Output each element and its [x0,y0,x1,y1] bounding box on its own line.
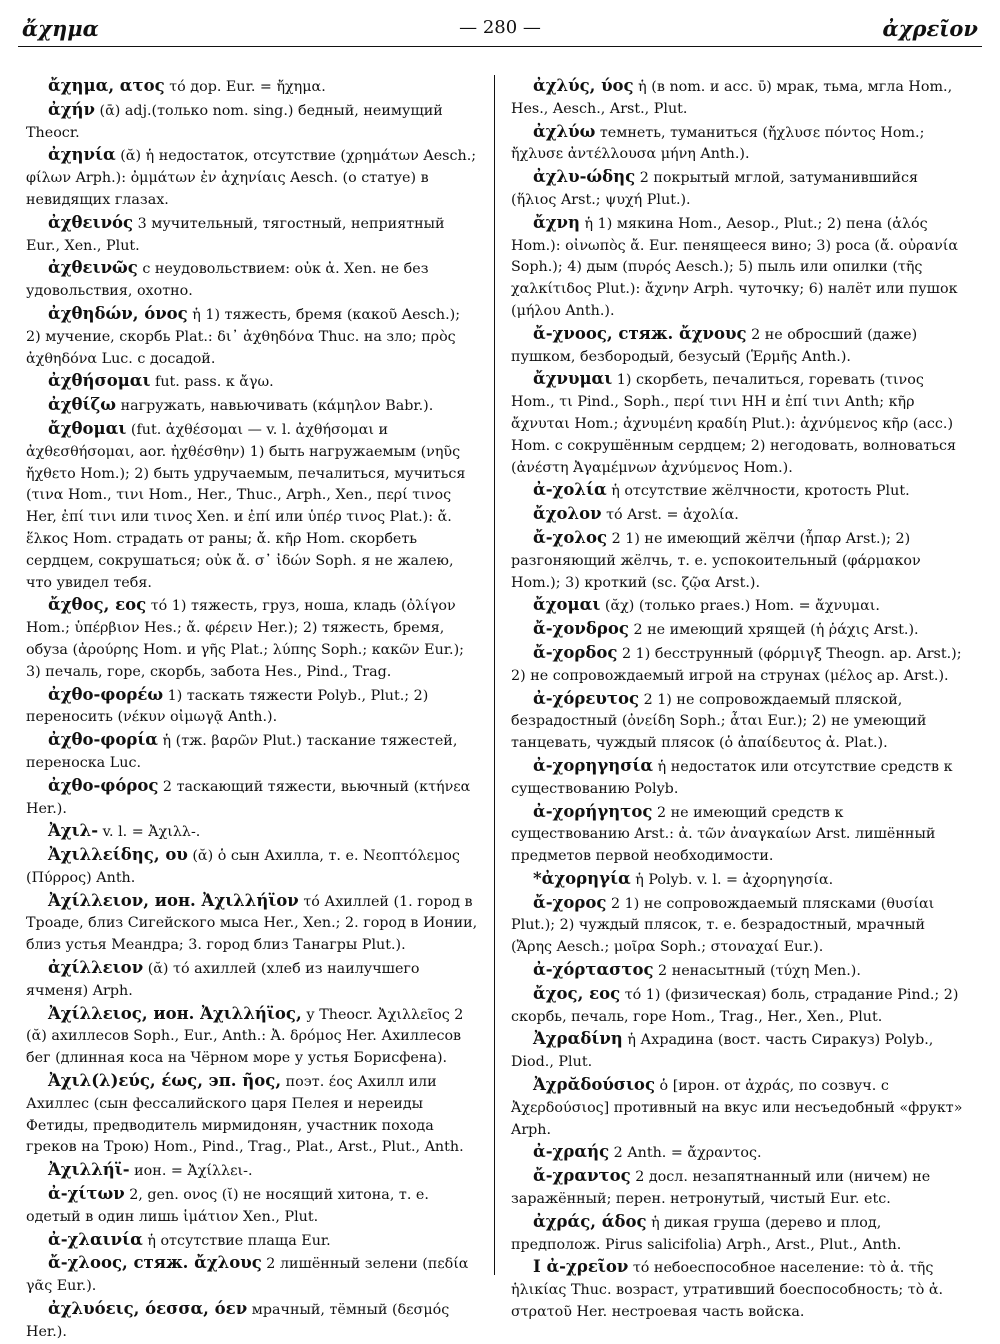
entry-headword: ἀχθο-φόρος [48,775,159,795]
entry-definition: 2 1) бесструнный (φόρμιγξ Theogn. ap. Arst.); 2) не сопровождаемый игрой на струнах (μέλος ap. Arst.). [511,645,962,684]
entry-definition: темнеть, туманиться (ἤχλυσε πόντος Hom.; ἤχλυσε ἀντέλλουσα μήνη Anth.). [511,124,925,163]
dictionary-entry [26,775,478,821]
dictionary-entry [511,801,963,868]
dictionary-entry [511,594,963,618]
dictionary-entry [26,1229,478,1253]
entry-headword: ἀχήν [48,99,95,119]
entry-headword: ἀ-χόρευτος [533,688,640,708]
entry-definition: 2 не обросший (даже) пушком, безбородый, безусый (Ἑρμῆς Anth.). [511,326,918,365]
entry-headword: ἀχθήσομαι [48,371,151,391]
entry-headword: Ἀχιλλείδης, ου [48,845,188,865]
entry-headword: Ἀχραδίνη [533,1029,623,1049]
entry-definition: с неудовольствием: οὐκ ἀ. Xen. не без удовольствия, охотно. [26,261,429,300]
dictionary-entry [26,99,478,145]
entry-definition: у Theocr. Ἀχιλλεῖος 2 (ᾰ) ахиллесов Soph., Eur., Anth.: Ἀ. δρόμος Her. Ахиллесов бег (длинная коса на Чёрном море у устья Борисфена). [26,1006,464,1067]
entry-definition: 2 не имеющий средств к существованию Arst.: ἀ. τῶν ἀναγκαίων Arst. лишённый предметов первой необходимости. [511,804,936,865]
entry-headword: Ἀχίλλειος, ион. Ἀχιλλήϊος, [48,1003,302,1023]
entry-definition: 2 1) не сопровождаемый пляской, безрадостный (ὀνείδη Soph.; ἆται Eur.); 2) не умеющий танцевать, чуждый плясок (ὁ ἀπαίδευτος ἀ. Plat.). [511,691,927,752]
entry-headword: ἀχθίζω [48,395,117,415]
dictionary-entry [511,121,963,167]
entry-headword: ἄχθομαι [48,418,127,438]
dictionary-entry [511,1165,963,1211]
entry-headword: Ἀχιλ(λ)εύς, έως, эп. ῆος, [48,1071,282,1091]
columns [18,75,982,1344]
entry-definition: (fut. ἀχθέσομαι — v. l. ἀχθήσομαι и ἀχθεσθήσομαι, aor. ἠχθέσθην) 1) быть нагружаемым (νηῦς ἤχθετο Hom.); 2) быть удручаемым, печалиться, мучиться (τινα Hom., τινι Hom., Her., Thuc., Arph., Xen., περί τινος Her, ἐπί τινι или τινος Xen. и ἐπί или ὑπέρ τινος Plat.): ἄ. ἕλκος Hom. страдать от раны; ἄ. κῆρ Hom. скорбеть сердцем, сокрушаться; οὐκ ἄ. σ᾽ ἰδών Soph. я не жалею, что увидел тебя. [26,421,466,591]
dictionary-entry [511,166,963,212]
entry-definition: нагружать, навьючивать (κάμηλον Babr.). [120,398,434,415]
dictionary-entry [26,75,478,99]
dictionary-entry [511,892,963,959]
dictionary-entry [26,394,478,418]
entry-definition: τό Ахиллей (1. город в Троаде, близ Сигейского мыса Her., Xen.; 2. город в Ионии, близ устья Меандра; 3. город близ Танагры Plut.). [26,893,478,954]
entry-definition: v. l. = Ἀχιλλ-. [102,824,201,841]
entry-definition: ион. = Ἀχίλλει-. [134,1163,253,1180]
entry-headword: ἀχίλλειον [48,958,144,978]
dictionary-entry [511,503,963,527]
entry-definition: 2 покрытый мглой, затуманившийся (ἥλιος Arst.; ψυχή Plut.). [511,170,919,208]
dictionary-entry [511,1211,963,1257]
dictionary-entry [26,844,478,890]
entry-definition: 2, gen. ονος (ῐ) не носящий хитона, т. е. одетый в один лишь ἱμάτιον Xen., Plut. [26,1187,429,1225]
entry-headword: ἄχος, εος [533,983,621,1003]
dictionary-entry [26,370,478,394]
entry-headword: ἀ-χραής [533,1142,610,1162]
entry-headword: Ἀχρᾰδούσιος [533,1075,655,1095]
dictionary-entry [26,1252,478,1298]
column-divider [494,75,495,1275]
dictionary-entry [26,1070,478,1159]
dictionary-entry [511,642,963,688]
entry-definition: ὁ [ирон. от ἀχράς, по созвуч. с Ἀχερδούσιος] противный на вкус или несъедобный «фрукт» Arph. [511,1078,963,1138]
entry-definition: 2 лишённый зелени (πεδία γᾶς Eur.). [26,1256,469,1295]
dictionary-entry [511,75,963,121]
entry-definition: 2 досл. незапятнанный или (ничем) не заражённый; перен. нетронутый, чистый Eur. etc. [511,1169,931,1208]
entry-definition: 2 таскающий тяжести, вьючный (κτήνεα Her.). [26,778,471,817]
entry-definition: поэт. έος Ахилл или Ахиллес (сын фессалийского царя Пелея и нереиды Фетиды, предводитель мирмидонян, участник похода греков на Трою) Hom., Pind., Trag., Plat., Arst., Plut., Anth. [26,1074,464,1156]
entry-definition: 1) таскать тяжести Polyb., Plut.; 2) переносить (νέκυν οἰμωγᾷ Anth.). [26,687,429,726]
entry-headword: ἀχλυ-ώδης [533,167,636,187]
entry-headword: ἀ-χορήγητος [533,801,653,821]
dictionary-entry [511,959,963,983]
dictionary-entry [26,418,478,594]
entry-headword: ἄχολον [533,504,602,524]
entry-definition: 3 мучительный, тягостный, неприятный Eur., Xen., Plut. [26,215,445,254]
entry-definition: τό 1) тяжесть, груз, ноша, кладь (ὀλίγον Hom.; ὑπέρβιον Hes.; ἄ. φέρειν Her.); 2) тяжесть, бремя, обуза (ἀρούρης Hom. и γῆς Plat.; λύπης Soph.; κακῶν Eur.); 3) печаль, горе, скорбь, забота Hes., Pind., Trag. [26,598,464,680]
header-last-word: ἀχρεῖον [882,16,978,41]
header-first-word: ἄχημα [22,16,99,41]
dictionary-entry [26,257,478,303]
dictionary-entry [26,729,478,775]
entry-headword: ἀχλυόεις, όεσσα, όεν [48,1299,248,1319]
dictionary-entry [511,618,963,642]
page-header [18,12,982,47]
entry-headword: Ἀχιλ- [48,821,99,841]
entry-definition: ἡ (тж. βαρῶν Plut.) таскание тяжестей, переноска Luc. [26,733,458,771]
entry-definition: 2 ненасытный (τύχη Men.). [658,963,861,980]
entry-definition: 2 не имеющий хрящей (ἡ ῥάχις Arst.). [633,622,919,639]
right-column [503,75,971,1344]
dictionary-entry [511,1141,963,1165]
dictionary-entry [511,527,963,594]
entry-headword: I ἀ-χρεῖον [533,1257,629,1277]
entry-headword: ἄχομαι [533,595,601,615]
entry-headword: ἄ-χορος [533,892,607,912]
entry-definition: (ᾱ) adj.(только nom. sing.) бедный, неимущий Theocr. [26,102,443,141]
entry-definition: ἡ недостаток или отсутствие средств к существованию Polyb. [511,758,953,797]
entry-definition: 2 Anth. = ἄχραντος. [613,1145,762,1162]
entry-headword: ἀ-χίτων [48,1184,125,1204]
dictionary-entry [511,479,963,503]
dictionary-entry [26,890,478,957]
entry-headword: ἄ-χραντος [533,1166,631,1186]
entry-headword: ἀχθο-φορία [48,730,158,750]
entry-definition: (ᾰχ) (только praes.) Hom. = ἄχνυμαι. [604,598,880,615]
dictionary-entry [26,1159,478,1183]
left-column [18,75,486,1344]
dictionary-entry [26,1298,478,1344]
entry-definition: ἡ отсутствие плаща Eur. [147,1232,331,1249]
entry-definition: ἡ отсутствие жёлчности, кротость Plut. [611,483,910,500]
entry-headword: ἀχηνία [48,145,116,165]
dictionary-entry [511,755,963,801]
entry-headword: ἀ-χολία [533,480,607,500]
entry-definition: (ᾰ) τό ахиллей (хлеб из наилучшего ячменя) Arph. [26,961,420,999]
entry-headword: ἄχθος, εος [48,595,147,615]
dictionary-entry [26,1003,478,1070]
entry-definition: (ᾰ) ὁ сын Ахилла, т. е. Νεοπτόλεμος (Πύρρος) Anth. [26,848,460,886]
entry-definition: 2 1) не имеющий жёлчи (ἧπαρ Arst.); 2) разгоняющий жёлчь, т. е. успокоительный (φάρμακον Hom.); 3) кроткий (sc. ζῷα Arst.). [511,530,921,591]
entry-definition: 2 1) не сопровождаемый плясками (θυσίαι Plut.); 2) чуждый плясок, т. е. безрадостный, мрачный (Ἄρης Aesch.; μοῖρα Soph.; στοναχαί Eur.). [511,895,935,956]
entry-definition: τό дор. Eur. = ἤχημα. [169,79,326,95]
entry-definition: τό 1) (физическая) боль, страдание Pind.; 2) скорбь, печаль, горе Hom., Trag., Her., Xen., Plut. [511,986,959,1025]
entry-headword: ἄ-χορδος [533,642,618,662]
entry-headword: ἄχημα, ατος [48,76,165,95]
entry-definition: мрачный, тёмный (δεσμός Her.). [26,1302,450,1340]
entry-headword: ἀ-χλαινία [48,1229,143,1249]
dictionary-entry [26,1183,478,1229]
entry-headword: ἄ-χονδρος [533,619,629,639]
page-number: — 280 — [459,17,541,38]
entry-headword: ἀχλύς, ύος [533,76,634,95]
dictionary-entry [26,212,478,258]
dictionary-entry [511,868,963,892]
entry-headword: Ἀχιλλήϊ- [48,1160,130,1180]
dictionary-entry [511,1028,963,1074]
entry-definition: ἡ 1) мякина Hom., Aesop., Plut.; 2) пена (ἁλός Hom.): οἰνωπὸς ἄ. Eur. пенящееся вино; 3) роса (ἄ. οὐρανία Soph.); 4) дым (πυρός Aesch.); 5) пыль или опилки (τῆς χαλκίτιδος Plut.): ἄχνην Arph. чуточку; 6) налёт или пушок (μήλου Anth.). [511,215,959,319]
entry-headword: ἀχθο-φορέω [48,684,164,704]
entry-headword: ἄ-χολος [533,527,608,547]
entry-definition: ἡ (в nom. и acc. ῡ) мрак, тьма, мгла Hom., Hes., Aesch., Arst., Plut. [511,79,953,117]
entry-definition: ἡ Ахрадина (вост. часть Сиракуз) Polyb., Diod., Plut. [511,1032,934,1071]
dictionary-entry [511,368,963,479]
entry-headword: ἀχθεινός [48,212,134,232]
entry-headword: *ἀχορηγία [533,868,631,888]
entry-definition: fut. pass. к ἄγω. [155,374,274,391]
entry-definition: 1) скорбеть, печалиться, горевать (τινος Hom., τι Pind., Soph., περί τινι HH и ἐπί τινι Anth; κῆρ ἄχνυται Hom.; ἀχνυμένη κραδίη Plut.): ἀχνύμενος κῆρ (acc.) Hom. с сокрушённым сердцем; 2) негодовать, волноваться (ἀνέστη Ἀγαμέμνων ἀχνύμενος Hom.). [511,372,957,476]
dictionary-entry [511,983,963,1029]
dictionary-entry [511,688,963,755]
entry-headword: Ἀχίλλειον, ион. Ἀχιλλήϊον [48,890,299,910]
entry-definition: ἡ 1) тяжесть, бремя (κακοῦ Aesch.); 2) мучение, скорбь Plat.: δι᾽ ἀχθηδόνα Thuc. на зло; πρὸς ἀχθηδόνα Luc. с досадой. [26,306,461,367]
dictionary-entry [511,1074,963,1141]
entry-headword: ἄχνη [533,212,580,232]
entry-headword: ἀ-χορηγησία [533,755,654,775]
entry-headword: ἀ-χόρταστος [533,960,654,980]
entry-headword: ἄχνυμαι [533,369,613,389]
dictionary-entry [26,820,478,844]
entry-headword: ἀχθηδών, όνος [48,303,188,323]
dictionary-entry [511,323,963,369]
dictionary-entry [26,684,478,730]
dictionary-entry [26,144,478,211]
dictionary-entry [511,1256,963,1323]
dictionary-entry [26,957,478,1003]
entry-headword: ἀχράς, άδος [533,1211,647,1231]
entry-definition: (ᾰ) ἡ недостаток, отсутствие (χρημάτων Aesch.; φίλων Arph.): ὀμμάτων ἐν ἀχηνίαις Aesch. (о статуе) в невидящих глазах. [26,148,477,208]
entry-definition: τό небоеспособное население: τὸ ἀ. τῆς ἡλικίας Thuc. возраст, утративший боеспособность; τὸ ἀ. στρατοῦ Her. нестроевая часть войска. [511,1260,944,1321]
entry-headword: ἀχλύω [533,121,596,141]
dictionary-entry [511,212,963,323]
entry-headword: ἄ-χνοος, стяж. ἄχνους [533,323,747,343]
entry-definition: τό Arst. = ἀχολία. [606,507,739,524]
entry-definition: ἡ Polyb. v. l. = ἀχορηγησία. [635,871,834,888]
dictionary-entry [26,594,478,683]
entry-headword: ἀχθεινῶς [48,258,138,278]
entry-headword: ἄ-χλοος, стяж. ἄχλους [48,1253,262,1273]
dictionary-entry [26,303,478,370]
entry-definition: ἡ дикая груша (дерево и плод, предполож. Pirus salicifolia) Arph., Arst., Plut., Anth. [511,1214,902,1253]
